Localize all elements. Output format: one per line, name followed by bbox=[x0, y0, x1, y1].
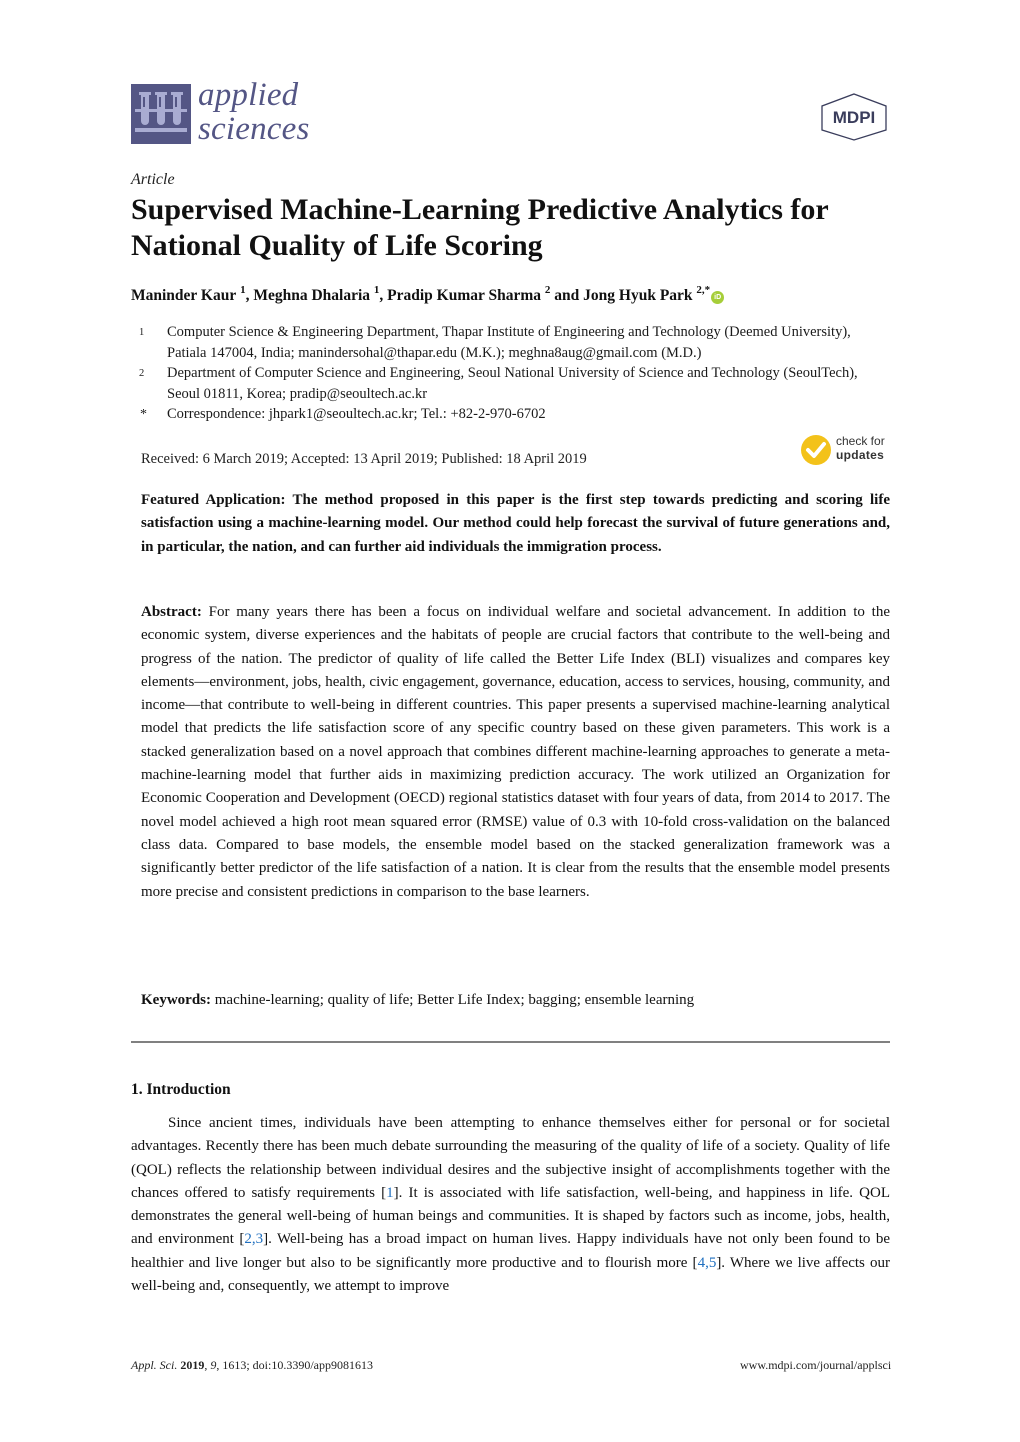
journal-abbrev: Appl. Sci. bbox=[131, 1358, 178, 1372]
affiliation-mark: 1 bbox=[139, 327, 145, 338]
publication-dates: Received: 6 March 2019; Accepted: 13 April 2019; Published: 18 April 2019 bbox=[141, 451, 587, 467]
affiliation-1 bbox=[131, 322, 891, 364]
section-divider bbox=[131, 1041, 890, 1043]
correspondence-text: Correspondence: jhpark1@seoultech.ac.kr; Tel.: +82-2-970-6702 bbox=[167, 406, 546, 422]
orcid-icon[interactable]: iD bbox=[711, 291, 724, 304]
svg-text:MDPI: MDPI bbox=[832, 108, 876, 127]
author-affiliation-mark: 2,* bbox=[696, 284, 711, 296]
abstract-text: For many years there has been a focus on individual welfare and societal advancement. In addition to the economic system, diverse experiences and the habitats of people are crucial factors that contribute to the well-being and progress of the nation. The predictor of quality of life called the Better Life Index (BLI) visualizes and compares key elements—environment, jobs, health, civic engagement, governance, education, access to services, housing, community, and income—that contribute to well-being in different countries. This paper presents a supervised machine-learning analytical model that predicts the life satisfaction score of any specific country based on these given parameters. This work is a stacked generalization based on a novel approach that combines different machine-learning approaches to generate a meta-machine-learning model that further aids in maximizing prediction accuracy. The work utilized an Organization for Economic Cooperation and Development (OECD) regional statistics dataset with four years of data, from 2014 to 2017. The novel model achieved a high root mean squared error (RMSE) value of 0.3 with 10-fold cross-validation on the balanced class data. Compared to base models, the ensemble model based on the stacked generalization framework was a significantly better predictor of the life satisfaction of a nation. It is clear from the results that the ensemble model presents more precise and consistent predictions in comparison to the base learners. bbox=[141, 604, 890, 900]
check-for-updates-button[interactable] bbox=[801, 434, 893, 468]
featured-application-label: Featured Application: bbox=[141, 492, 286, 508]
section-heading-introduction: 1. Introduction bbox=[131, 1081, 231, 1098]
citation-link[interactable]: 1 bbox=[386, 1184, 394, 1201]
author-name[interactable]: Maninder Kaur bbox=[131, 287, 237, 304]
citation-link[interactable]: 5 bbox=[708, 1254, 717, 1271]
body-text: ]. It is associated with life satisfaction, well-being, and happiness in life. QOL demonstrates the general well-being of human beings and communities. It is shaped by factors such as income, jobs, health, and environment [ bbox=[131, 1184, 890, 1248]
check-mark-icon bbox=[801, 435, 831, 465]
body-text: ]. Where we live affects our well-being and, consequently, we attempt to improve bbox=[131, 1254, 890, 1295]
paper-title: Supervised Machine-Learning Predictive Analytics for National Quality of Life Scoring bbox=[131, 193, 829, 262]
keywords bbox=[141, 992, 890, 1009]
author-affiliation-mark: 1 bbox=[240, 284, 246, 296]
check-for-text: check for bbox=[836, 434, 885, 448]
body-text: Since ancient times, individuals have been attempting to enhance themselves either for personal or for societal advantages. Recently there has been much debate surrounding the measuring of the quality of life of a society. Quality of life (QOL) reflects the relationship between individual desires and the subjective insight of accomplishments together with the chances offered to satisfy requirements [ bbox=[131, 1115, 890, 1201]
article-type: Article bbox=[131, 171, 175, 188]
affiliation-2 bbox=[131, 363, 891, 405]
affiliation-text: Computer Science & Engineering Department, Thapar Institute of Engineering and Technology (Deemed University), Patiala 147004, India; manindersohal@thapar.edu (M.K.); meghna8aug@gmail.com (M.D.) bbox=[167, 324, 851, 361]
updates-text: updates bbox=[836, 448, 885, 462]
citation-link[interactable]: 2 bbox=[244, 1231, 252, 1248]
footer-volume: 9 bbox=[210, 1358, 217, 1372]
test-tubes-icon bbox=[131, 84, 191, 144]
author-separator: and bbox=[550, 287, 584, 304]
featured-application-text: The method proposed in this paper is the first step towards predicting and scoring life satisfaction using a machine-learning model. Our method could help forecast the survival of future generations and, in particular, the nation, and can further aid individuals the immigration process. bbox=[141, 492, 890, 555]
affiliation-mark: 2 bbox=[139, 368, 145, 379]
abstract-label: Abstract: bbox=[141, 604, 202, 620]
featured-application bbox=[141, 489, 890, 559]
correspondence bbox=[131, 404, 891, 425]
affiliation-mark: * bbox=[140, 407, 147, 422]
author-separator: , bbox=[245, 287, 254, 304]
author-name[interactable]: Meghna Dhalaria bbox=[253, 287, 371, 304]
abstract bbox=[141, 601, 890, 904]
journal-logo-icon bbox=[131, 84, 191, 144]
footer-year: 2019 bbox=[180, 1358, 205, 1372]
author-name[interactable]: Jong Hyuk Park bbox=[583, 287, 693, 304]
author-list bbox=[131, 284, 724, 305]
footer-doi: , 1613; doi:10.3390/app9081613 bbox=[216, 1358, 373, 1372]
citation-link[interactable]: 3 bbox=[255, 1231, 264, 1248]
introduction-paragraph bbox=[131, 1112, 890, 1298]
author-name[interactable]: Pradip Kumar Sharma bbox=[387, 287, 542, 304]
author-affiliation-mark: 1 bbox=[373, 284, 380, 296]
author-affiliation-mark: 2 bbox=[544, 284, 551, 296]
keywords-text: machine-learning; quality of life; Better Life Index; bagging; ensemble learning bbox=[211, 992, 695, 1008]
citation-separator: , bbox=[251, 1231, 256, 1248]
body-text: ]. Well-being has a broad impact on human lives. Happy individuals have not only been found to be healthier and live longer but also to be significantly more productive and to flourish more [ bbox=[131, 1231, 891, 1271]
author-separator: , bbox=[379, 287, 388, 304]
journal-name-line2: sciences bbox=[198, 111, 310, 147]
mdpi-logo bbox=[818, 92, 890, 142]
citation-separator: , bbox=[705, 1254, 709, 1271]
journal-name-line1: applied bbox=[198, 77, 299, 113]
mdpi-hexagon-icon bbox=[818, 92, 890, 142]
citation-footer: Appl. Sci. 2019, 9, 1613; doi:10.3390/app9081613 bbox=[131, 1358, 373, 1372]
journal-name bbox=[198, 78, 310, 146]
keywords-label: Keywords: bbox=[141, 992, 211, 1008]
citation-link[interactable]: 4 bbox=[697, 1254, 706, 1271]
journal-url-link[interactable]: www.mdpi.com/journal/applsci bbox=[740, 1358, 892, 1372]
affiliation-text: Department of Computer Science and Engineering, Seoul National University of Science and Technology (SeoulTech), Seoul 01811, Korea; pradip@seoultech.ac.kr bbox=[167, 365, 858, 402]
